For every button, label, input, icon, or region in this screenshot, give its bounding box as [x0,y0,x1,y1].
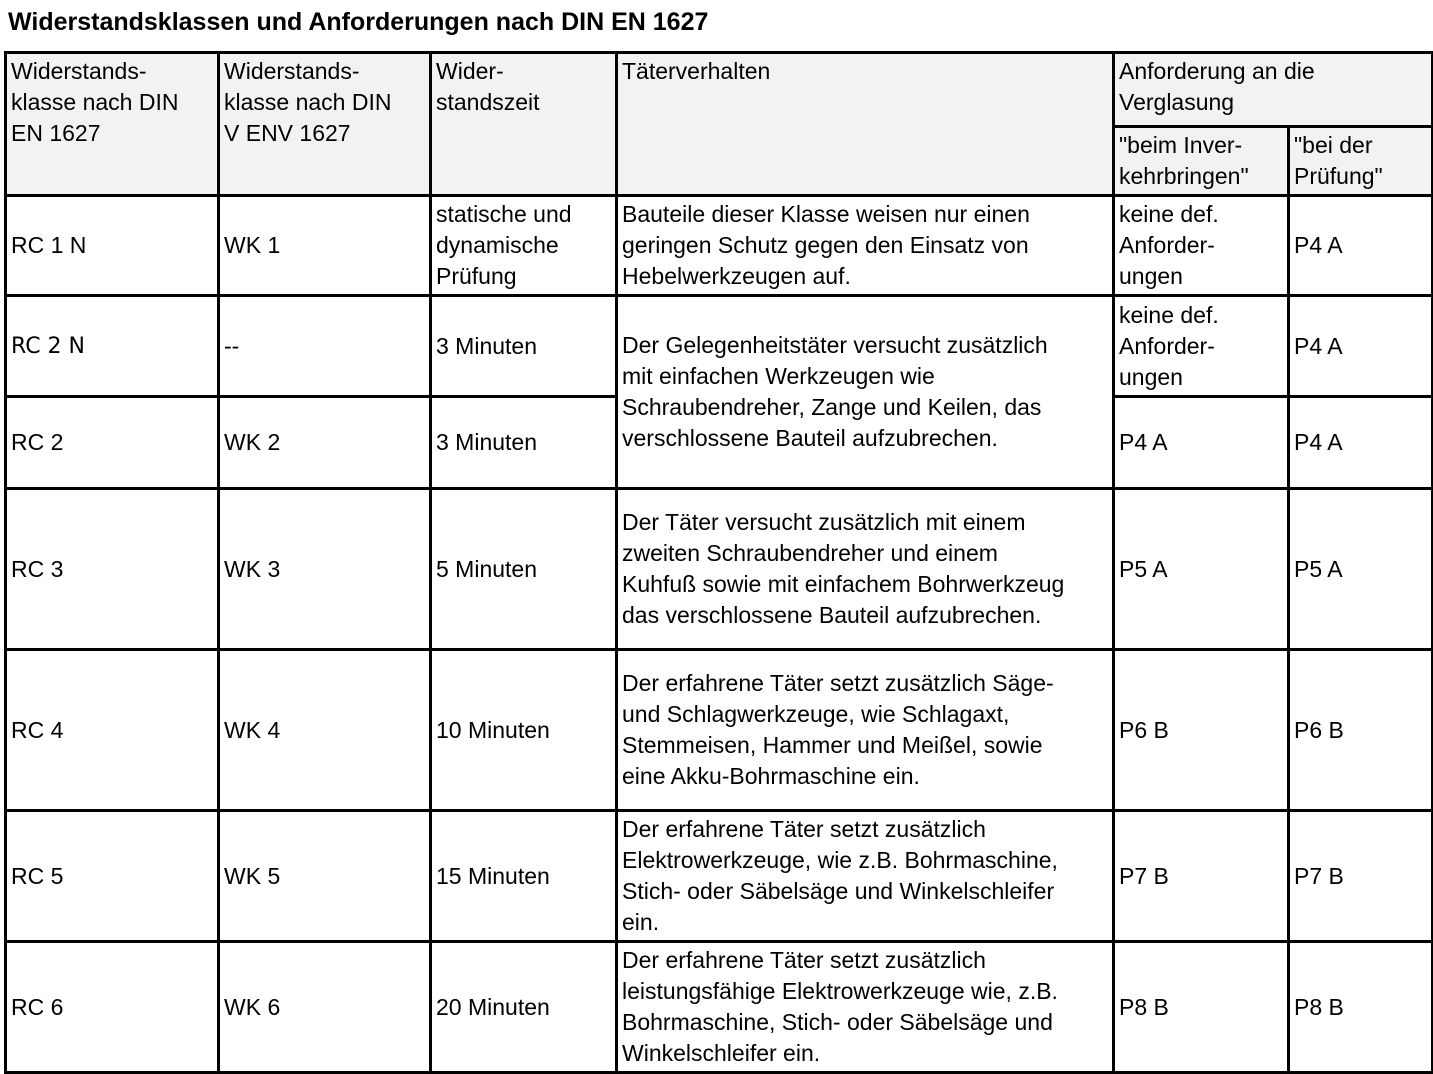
cell-behaviour: Der Täter versucht zusätzlich mit einem zweiten Schraubendreher und einem Kuhfuß sowie mit einfachem Bohrwerkzeug das verschlossene Bauteil aufzubrechen. [617,489,1114,650]
cell-behaviour: Bauteile dieser Klasse weisen nur einen geringen Schutz gegen den Einsatz von Hebelwerkzeugen auf. [617,196,1114,296]
cell-rc: RC 2 [6,397,219,489]
cell-placing-on-market: P4 A [1114,397,1289,489]
table-row [6,942,1433,1073]
table-row [6,650,1433,811]
cell-behaviour: Der erfahrene Täter setzt zusätzlich Elektrowerkzeuge, wie z.B. Bohrmaschine, Stich- oder Säbelsäge und Winkelschleifer ein. [617,811,1114,942]
header-class-env-1627: Widerstands- klasse nach DIN V ENV 1627 [219,53,431,196]
page-title: Widerstandsklassen und Anforderungen nach DIN EN 1627 [8,8,709,36]
header-placing-on-market: "beim Inver- kehrbringen" [1114,127,1289,196]
cell-time: 20 Minuten [431,942,617,1073]
cell-placing-on-market: keine def. Anforder- ungen [1114,296,1289,397]
cell-time: 10 Minuten [431,650,617,811]
cell-time: statische und dynamische Prüfung [431,196,617,296]
cell-time: 3 Minuten [431,296,617,397]
cell-behaviour: Der erfahrene Täter setzt zusätzlich leistungsfähige Elektrowerkzeuge wie, z.B. Bohrmaschine, Stich- oder Säbelsäge und Winkelschleifer ein. [617,942,1114,1073]
table-row [6,196,1433,296]
header-resistance-time: Wider- standszeit [431,53,617,196]
cell-placing-on-market: P6 B [1114,650,1289,811]
table-row [6,489,1433,650]
cell-rc: RC 4 [6,650,219,811]
cell-placing-on-market: P7 B [1114,811,1289,942]
cell-rc: RC 1 N [6,196,219,296]
cell-testing: P4 A [1289,397,1433,489]
cell-rc: RC 5 [6,811,219,942]
cell-behaviour: Der Gelegenheitstäter versucht zusätzlich mit einfachen Werkzeugen wie Schraubendreher, Zange und Keilen, das verschlossene Bauteil aufzubrechen. [617,296,1114,489]
cell-placing-on-market: P5 A [1114,489,1289,650]
cell-testing: P4 A [1289,196,1433,296]
cell-time: 5 Minuten [431,489,617,650]
cell-wk: WK 2 [219,397,431,489]
table-row [6,811,1433,942]
cell-wk: WK 3 [219,489,431,650]
cell-rc: RC 6 [6,942,219,1073]
table-row [6,296,1433,397]
cell-testing: P4 A [1289,296,1433,397]
cell-wk: WK 1 [219,196,431,296]
cell-rc: RC 3 [6,489,219,650]
cell-time: 3 Minuten [431,397,617,489]
header-glazing-requirement: Anforderung an die Verglasung [1114,53,1433,127]
header-offender-behaviour: Täterverhalten [617,53,1114,196]
header-testing: "bei der Prüfung" [1289,127,1433,196]
cell-wk: WK 5 [219,811,431,942]
cell-testing: P6 B [1289,650,1433,811]
cell-testing: P5 A [1289,489,1433,650]
cell-rc: RC 2 N [6,296,219,397]
cell-placing-on-market: keine def. Anforder- ungen [1114,196,1289,296]
cell-time: 15 Minuten [431,811,617,942]
cell-wk: WK 4 [219,650,431,811]
cell-wk: WK 6 [219,942,431,1073]
cell-placing-on-market: P8 B [1114,942,1289,1073]
cell-wk: -- [219,296,431,397]
cell-behaviour: Der erfahrene Täter setzt zusätzlich Säge- und Schlagwerkzeuge, wie Schlagaxt, Stemmeisen, Hammer und Meißel, sowie eine Akku-Bohrmaschine ein. [617,650,1114,811]
header-class-en-1627: Widerstands- klasse nach DIN EN 1627 [6,53,219,196]
cell-testing: P7 B [1289,811,1433,942]
cell-testing: P8 B [1289,942,1433,1073]
resistance-class-table [4,51,1433,1074]
table-header-row [6,53,1433,127]
